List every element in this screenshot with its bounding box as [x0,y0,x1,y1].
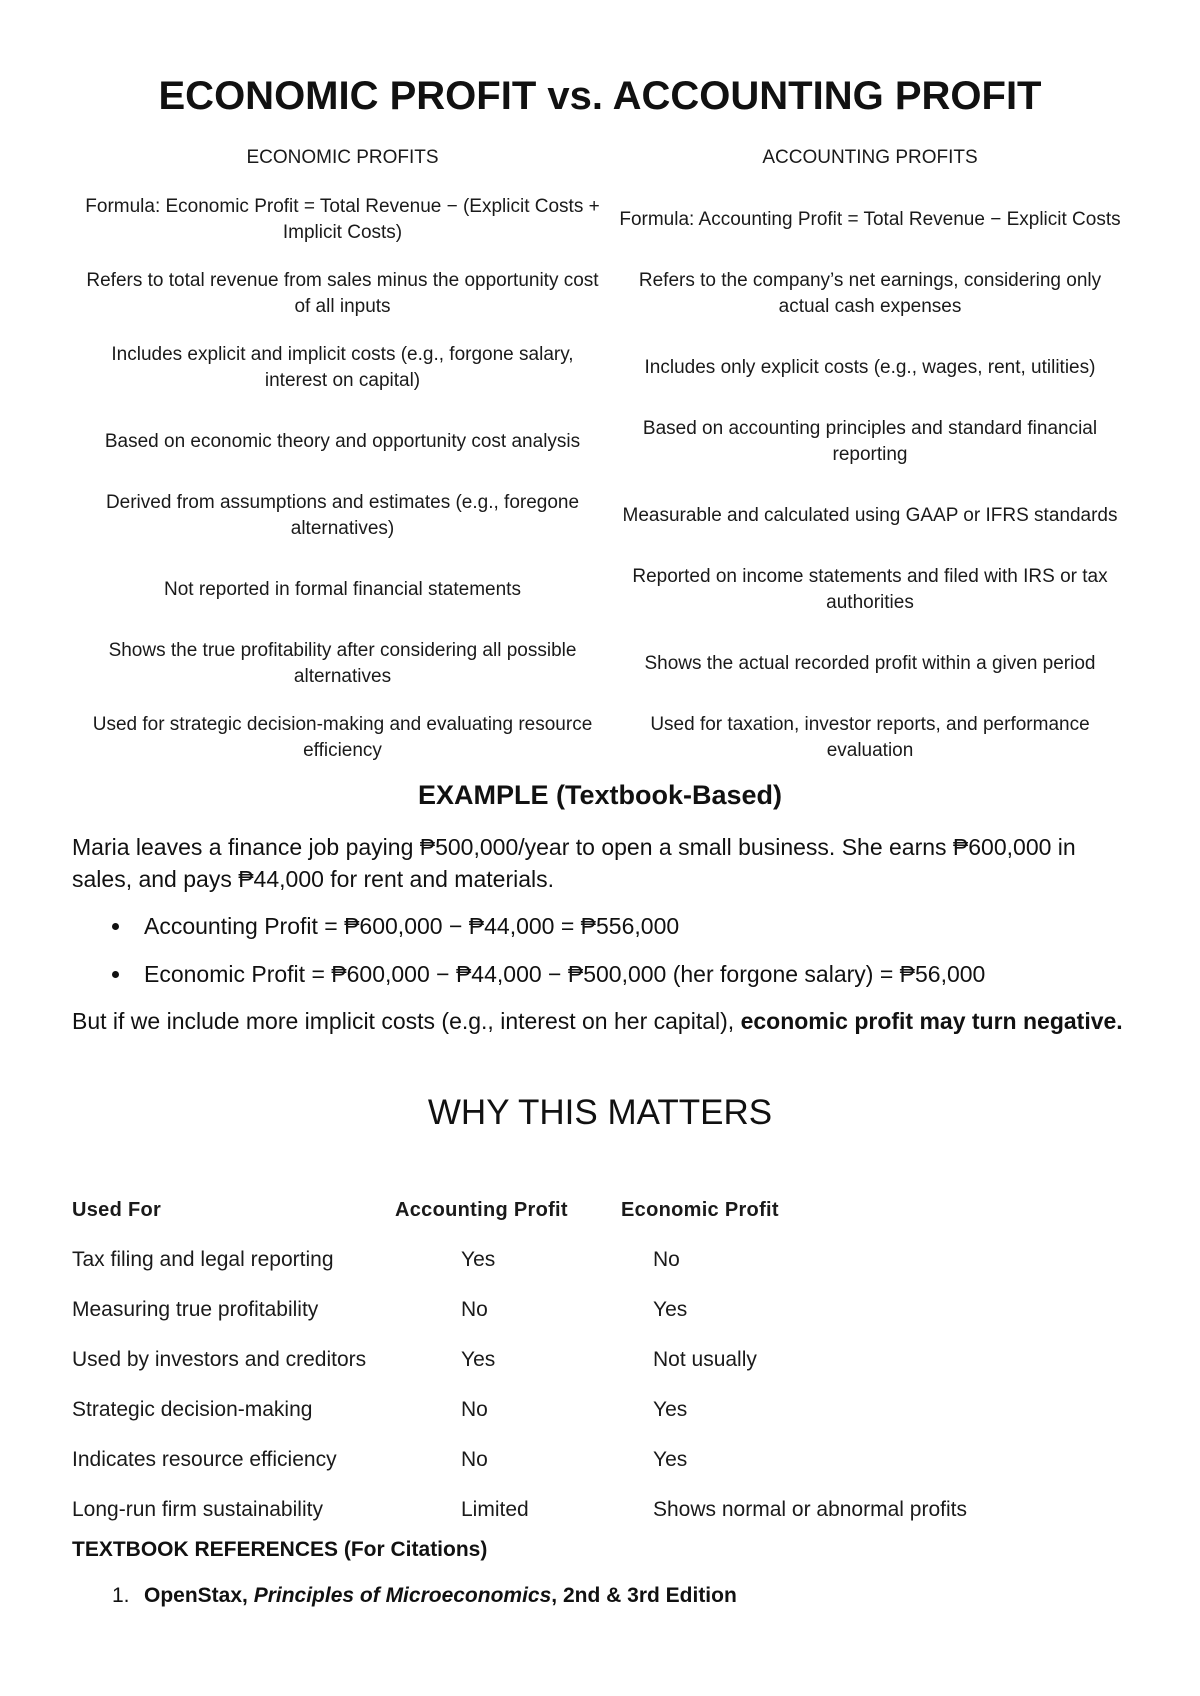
comparison-row [78,627,1133,701]
accounting-profits-header: ACCOUNTING PROFITS [762,147,978,168]
accounting-profit-header [395,1185,653,1235]
accounting-cell: Based on accounting principles and standard financial reporting [642,418,1098,465]
use-case-cell: Measuring true profitability [72,1298,319,1321]
comparison-table [78,145,1133,775]
reference-item [72,1582,737,1610]
document-title: ECONOMIC PROFIT vs. ACCOUNTING PROFIT [158,74,1042,118]
economic-cell: Derived from assumptions and estimates (e.g., foregone alternatives) [105,492,580,539]
economic-profits-header: ECONOMIC PROFITS [246,147,439,168]
accounting-value-cell: No [461,1298,488,1321]
why-row [72,1485,1153,1535]
reference-book-title: Principles of Microeconomics [253,1584,552,1607]
use-case-cell: Strategic decision-making [72,1398,313,1421]
economic-cell: Includes explicit and implicit costs (e.g., forgone salary, interest on capital) [111,344,574,391]
comparison-row [78,701,1133,775]
why-row [72,1335,1153,1385]
accounting-cell: Shows the actual recorded profit within a given period [644,653,1096,674]
economic-value-cell: Yes [653,1398,688,1421]
accounting-cell: Includes only explicit costs (e.g., wages, rent, utilities) [644,357,1096,378]
economic-profit-header-text: Economic Profit [621,1199,779,1221]
economic-cell: Used for strategic decision-making and evaluating resource efficiency [92,714,593,761]
bullet-text: Economic Profit = ₱600,000 − ₱44,000 − ₱500,000 (her forgone salary) = ₱56,000 [144,961,986,987]
references-list [72,1582,737,1610]
bullet-text: Accounting Profit = ₱600,000 − ₱44,000 = ₱556,000 [144,913,680,939]
accounting-value-cell: No [461,1448,488,1471]
why-row [72,1385,1153,1435]
use-case-cell: Tax filing and legal reporting [72,1248,334,1271]
why-row [72,1285,1153,1335]
accounting-value-cell: Limited [461,1498,529,1521]
example-heading: EXAMPLE (Textbook-Based) [417,780,783,810]
use-case-cell: Long-run firm sustainability [72,1498,323,1521]
bullet-item [72,910,1132,958]
use-case-cell: Used by investors and creditors [72,1348,367,1371]
economic-cell: Not reported in formal financial statements [164,579,521,600]
why-header-row [72,1185,1153,1235]
reference-publisher: OpenStax, [144,1584,254,1607]
bullet-icon [112,923,119,930]
accounting-value-cell: No [461,1398,488,1421]
why-table [72,1185,1153,1535]
accounting-profit-header-text: Accounting Profit [395,1199,568,1221]
example-note [72,1005,1132,1037]
example-bullet-list [72,910,1132,1006]
comparison-row [78,183,1133,257]
economic-cell: Based on economic theory and opportunity cost analysis [104,431,581,452]
economic-profit-header [621,1185,1153,1235]
note-emphasis: economic profit may turn negative. [740,1008,1123,1034]
use-case-cell: Indicates resource efficiency [72,1448,337,1471]
comparison-row [78,405,1133,479]
example-intro: Maria leaves a finance job paying ₱500,000/year to open a small business. She earns ₱600,000 in sales, and pays ₱44,000 for rent and materials. [72,834,1076,892]
accounting-cell: Measurable and calculated using GAAP or IFRS standards [622,505,1118,526]
references-heading: TEXTBOOK REFERENCES (For Citations) [72,1538,488,1561]
accounting-cell: Refers to the company’s net earnings, considering only actual cash expenses [638,270,1102,317]
accounting-cell: Used for taxation, investor reports, and performance evaluation [650,714,1090,761]
economic-value-cell: Not usually [653,1348,757,1371]
economic-cell: Formula: Economic Profit = Total Revenue − (Explicit Costs + Implicit Costs) [85,196,600,243]
comparison-row [78,331,1133,405]
accounting-cell: Formula: Accounting Profit = Total Revenue − Explicit Costs [619,209,1121,230]
economic-value-cell: Yes [653,1448,688,1471]
economic-value-cell: Yes [653,1298,688,1321]
reference-edition: , 2nd & 3rd Edition [551,1584,737,1607]
comparison-header-row [78,145,1133,183]
reference-number: 1. [112,1584,130,1607]
comparison-row [78,479,1133,553]
bullet-item [72,958,1132,1006]
economic-value-cell: No [653,1248,680,1271]
comparison-row [78,257,1133,331]
note-text: But if we include more implicit costs (e.g., interest on her capital), [72,1008,741,1034]
why-row [72,1435,1153,1485]
accounting-cell: Reported on income statements and filed with IRS or tax authorities [632,566,1108,613]
economic-value-cell: Shows normal or abnormal profits [653,1498,967,1521]
economic-cell: Shows the true profitability after considering all possible alternatives [108,640,577,687]
why-heading: WHY THIS MATTERS [427,1093,773,1132]
accounting-value-cell: Yes [461,1248,496,1271]
economic-cell: Refers to total revenue from sales minus the opportunity cost of all inputs [86,270,599,317]
accounting-value-cell: Yes [461,1348,496,1371]
comparison-row [78,553,1133,627]
why-row [72,1235,1153,1285]
bullet-icon [112,971,119,978]
used-for-header: Used For [72,1199,162,1221]
